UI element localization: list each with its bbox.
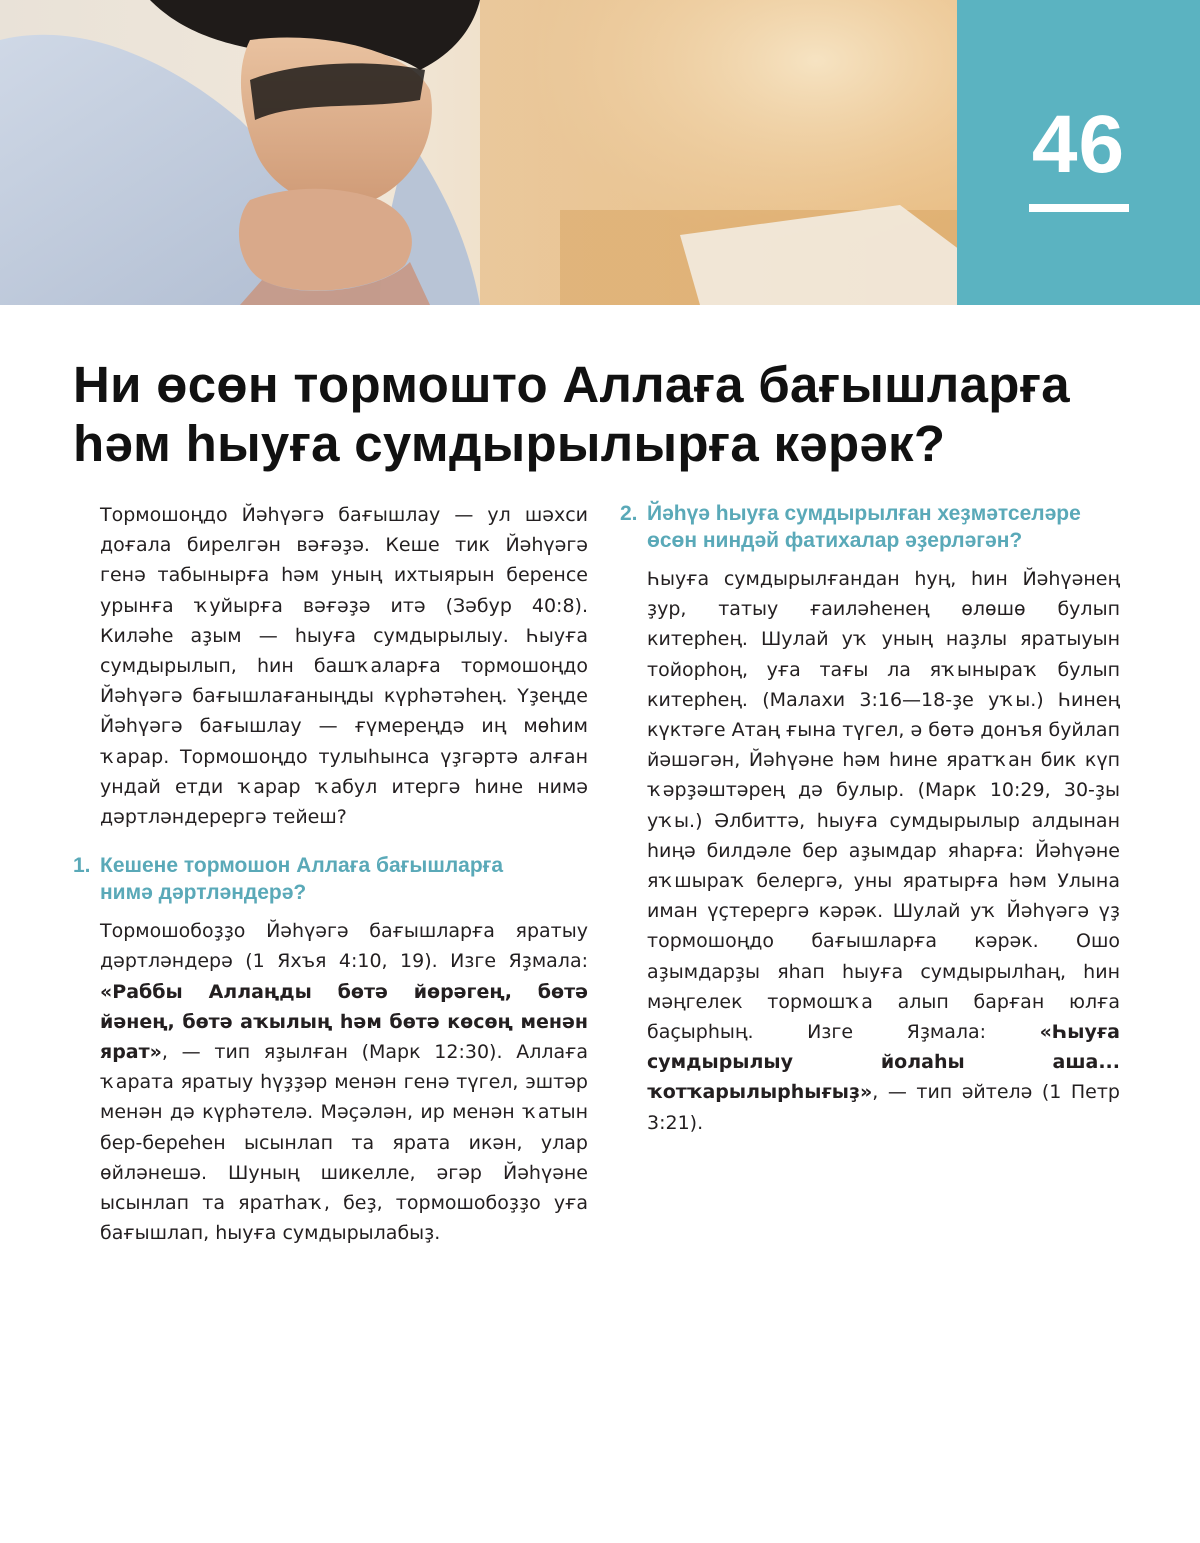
page-title-line-1: Ни өсөн тормошто Аллаға бағышларға [73,356,1070,413]
answer-paragraph-1 [73,916,588,1248]
answer-1-scripture-quote: «Раббы Аллаңды бөтә йөрәгең, бөтә йәнең, бөтә аҡылың һәм бөтә көсөң менән ярат» [100,980,588,1064]
lesson-number: 46 [1031,99,1126,190]
question-heading-2 [620,500,1120,554]
lesson-number-underline [1029,204,1129,212]
left-column [73,500,588,1248]
question-heading-1 [73,852,588,906]
page-title-line-2: һәм һыуға сумдырылырға кәрәк? [73,415,946,472]
question-title-1-line-2: нимә дәртләндерә? [100,881,307,905]
question-title-2-line-2: өсөн ниндәй фатихалар әҙерләгән? [647,529,1023,552]
answer-1-text-end: , — тип яҙылған (Марк 12:30). Аллаға ҡарата яратыу һүҙҙәр менән генә түгел, эштәр менән дә күрһәтелә. Мәҫәлән, ир менән ҡатын бер-береһен ысынлап та ярата икән, улар өйләнешә. Шуның шикелле, әгәр Йәһүәне ысынлап та яратһаҡ, беҙ, тормошобоҙҙо уға бағышлап, һыуға сумдырылабыҙ. [100,1041,588,1245]
right-column [620,500,1120,1138]
question-title-2-line-1: Йәһүә һыуға сумдырылған хеҙмәтселәре [647,502,1081,525]
question-number-1: 1. [73,854,91,878]
question-number-2: 2. [620,502,638,525]
question-title-1-line-1: Кешене тормошон Аллаға бағышларға [100,854,504,878]
intro-paragraph: Тормошоңдо Йәһүәгә бағышлау — ул шәхси доғала бирелгән вәғәҙә. Кеше тик Йәһүәгә генә табынырға һәм уның ихтыярын беренсе урынға ҡуйырға вәғәҙә итә (Зәбур 40:8). Киләһе аҙым — һыуға сумдырылыу. Һыуға сумдырылып, һин башҡаларға тормошоңдо Йәһүәгә бағышлағаныңды күрһәтәһең. Үҙеңде Йәһүәгә бағышлау — ғүмереңдә иң мөһим ҡарар. Тормошоңдо тулыһынса үҙгәртә алған ундай етди ҡарар ҡабул итергә һине нимә дәртләндерергә тейеш? [100,504,588,829]
page-title [73,355,1133,473]
lesson-number-box [957,0,1200,305]
answer-paragraph-2 [620,564,1120,1138]
answer-1-text-start: Тормошобоҙҙо Йәһүәгә бағышларға яратыу дәртләндерә (1 Яхъя 4:10, 19). Изге Яҙмала: [100,920,588,973]
answer-2-scripture-quote: «Һыуға сумдырылыу йолаһы аша... ҡотҡарылырһығыҙ» [647,1021,1120,1104]
answer-2-text-end: , — тип әйтелә (1 Петр 3:21). [647,1081,1120,1134]
answer-2-text-start: Һыуға сумдырылғандан һуң, һин Йәһүәнең ҙур, татыу ғаиләһенең өлөшө булып китерһең. Шулай уҡ уның наҙлы яратыуын тойорһоң, уға тағы ла яҡыныраҡ булып китерһең. (Малахи 3:16—18-ҙе уҡы.) Һинең күктәге Атаң ғына түгел, ә бөтә донъя буйлап йәшәгән, Йәһүәне һәм һине яратҡан бик күп ҡәрҙәштәрең дә булыр. (Марк 10:29, 30-ҙы уҡы.) Әлбиттә, һыуға сумдырылыр алдынан һиңә билдәле бер аҙымдар яһарға: Йәһүәне яҡшыраҡ белергә, уны яратырға һәм Улына иман үҫтерергә кәрәк. Шулай уҡ Йәһүәгә үҙ тормошоңдо бағышларға кәрәк. Ошо аҙымдарҙы яһап һыуға сумдырылһаң, һин мәңгелек тормошҡа алып барған юлға баҫырһың. Изге Яҙмала: [647,568,1120,1044]
